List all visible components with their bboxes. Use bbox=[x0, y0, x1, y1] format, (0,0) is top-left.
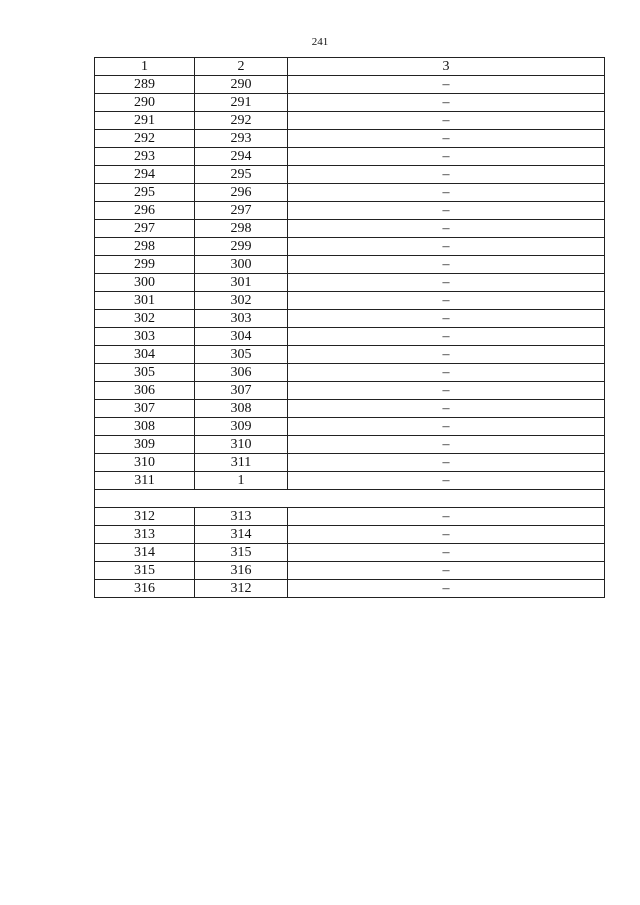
table-row bbox=[95, 544, 605, 562]
table-row bbox=[95, 202, 605, 220]
table-row bbox=[95, 184, 605, 202]
table-cell-col-2: 306 bbox=[195, 364, 288, 382]
table-cell-col-3: – bbox=[288, 526, 605, 544]
table-cell-col-2: 297 bbox=[195, 202, 288, 220]
table-cell-col-1: 1 bbox=[95, 58, 195, 76]
table-row bbox=[95, 400, 605, 418]
table-cell-col-1: 293 bbox=[95, 148, 195, 166]
table-cell-col-3: – bbox=[288, 382, 605, 400]
table-row bbox=[95, 508, 605, 526]
table-cell-col-3: – bbox=[288, 112, 605, 130]
table-row bbox=[95, 112, 605, 130]
table-row bbox=[95, 256, 605, 274]
table-cell-col-3: – bbox=[288, 328, 605, 346]
table-row bbox=[95, 346, 605, 364]
table-row bbox=[95, 76, 605, 94]
table-spacer-cell bbox=[95, 490, 605, 508]
table-cell-col-1: 297 bbox=[95, 220, 195, 238]
table-cell-col-3: – bbox=[288, 130, 605, 148]
table-row bbox=[95, 580, 605, 598]
table-cell-col-3: – bbox=[288, 202, 605, 220]
table-row bbox=[95, 328, 605, 346]
table-cell-col-1: 291 bbox=[95, 112, 195, 130]
table-cell-col-2: 293 bbox=[195, 130, 288, 148]
table-cell-col-3: – bbox=[288, 220, 605, 238]
table-cell-col-2: 2 bbox=[195, 58, 288, 76]
table-cell-col-3: – bbox=[288, 94, 605, 112]
table-cell-col-1: 316 bbox=[95, 580, 195, 598]
table-cell-col-1: 301 bbox=[95, 292, 195, 310]
table-cell-col-3: – bbox=[288, 580, 605, 598]
table-cell-col-3: – bbox=[288, 472, 605, 490]
table-row bbox=[95, 274, 605, 292]
table-cell-col-2: 314 bbox=[195, 526, 288, 544]
table-cell-col-2: 304 bbox=[195, 328, 288, 346]
table-cell-col-3: – bbox=[288, 508, 605, 526]
table-cell-col-1: 292 bbox=[95, 130, 195, 148]
table-cell-col-2: 309 bbox=[195, 418, 288, 436]
table-cell-col-3: – bbox=[288, 310, 605, 328]
table-cell-col-2: 292 bbox=[195, 112, 288, 130]
table-cell-col-2: 315 bbox=[195, 544, 288, 562]
table-cell-col-2: 299 bbox=[195, 238, 288, 256]
table-cell-col-2: 298 bbox=[195, 220, 288, 238]
table-spacer-row bbox=[95, 490, 605, 508]
table-row bbox=[95, 238, 605, 256]
table-row bbox=[95, 166, 605, 184]
table-cell-col-3: – bbox=[288, 418, 605, 436]
table-cell-col-3: – bbox=[288, 238, 605, 256]
table-row bbox=[95, 436, 605, 454]
table-cell-col-1: 305 bbox=[95, 364, 195, 382]
table-header-row bbox=[95, 58, 605, 76]
table-cell-col-2: 312 bbox=[195, 580, 288, 598]
table-cell-col-3: – bbox=[288, 274, 605, 292]
table-cell-col-2: 303 bbox=[195, 310, 288, 328]
table-cell-col-2: 291 bbox=[195, 94, 288, 112]
table-cell-col-2: 1 bbox=[195, 472, 288, 490]
table-cell-col-1: 302 bbox=[95, 310, 195, 328]
table-cell-col-1: 310 bbox=[95, 454, 195, 472]
table-cell-col-3: – bbox=[288, 148, 605, 166]
table-row bbox=[95, 94, 605, 112]
table-cell-col-1: 298 bbox=[95, 238, 195, 256]
table-cell-col-2: 316 bbox=[195, 562, 288, 580]
table-cell-col-3: – bbox=[288, 544, 605, 562]
table-cell-col-2: 296 bbox=[195, 184, 288, 202]
table-cell-col-3: – bbox=[288, 436, 605, 454]
table-cell-col-1: 306 bbox=[95, 382, 195, 400]
table-cell-col-1: 308 bbox=[95, 418, 195, 436]
table-cell-col-1: 312 bbox=[95, 508, 195, 526]
table-cell-col-3: – bbox=[288, 256, 605, 274]
table-cell-col-2: 294 bbox=[195, 148, 288, 166]
table-row bbox=[95, 364, 605, 382]
table-cell-col-1: 311 bbox=[95, 472, 195, 490]
table-cell-col-1: 309 bbox=[95, 436, 195, 454]
table-cell-col-3: – bbox=[288, 400, 605, 418]
table-row bbox=[95, 418, 605, 436]
table-row bbox=[95, 562, 605, 580]
table-cell-col-2: 311 bbox=[195, 454, 288, 472]
table-cell-col-2: 290 bbox=[195, 76, 288, 94]
table-cell-col-1: 315 bbox=[95, 562, 195, 580]
table-cell-col-3: – bbox=[288, 166, 605, 184]
table-cell-col-1: 299 bbox=[95, 256, 195, 274]
page-number: 241 bbox=[311, 36, 329, 48]
table-row bbox=[95, 472, 605, 490]
table-cell-col-1: 307 bbox=[95, 400, 195, 418]
table-row bbox=[95, 292, 605, 310]
table-cell-col-3: – bbox=[288, 184, 605, 202]
table-cell-col-1: 303 bbox=[95, 328, 195, 346]
table-cell-col-2: 295 bbox=[195, 166, 288, 184]
table-cell-col-2: 300 bbox=[195, 256, 288, 274]
table-cell-col-2: 307 bbox=[195, 382, 288, 400]
table-cell-col-3: 3 bbox=[288, 58, 605, 76]
table-cell-col-1: 304 bbox=[95, 346, 195, 364]
table-cell-col-2: 301 bbox=[195, 274, 288, 292]
table-cell-col-1: 300 bbox=[95, 274, 195, 292]
table-row bbox=[95, 148, 605, 166]
table-cell-col-2: 302 bbox=[195, 292, 288, 310]
table-cell-col-3: – bbox=[288, 292, 605, 310]
table-cell-col-3: – bbox=[288, 562, 605, 580]
table-cell-col-2: 310 bbox=[195, 436, 288, 454]
table-cell-col-1: 295 bbox=[95, 184, 195, 202]
table-cell-col-1: 289 bbox=[95, 76, 195, 94]
table-cell-col-3: – bbox=[288, 364, 605, 382]
data-table bbox=[94, 57, 605, 598]
table-cell-col-1: 314 bbox=[95, 544, 195, 562]
table-cell-col-2: 308 bbox=[195, 400, 288, 418]
table-row bbox=[95, 310, 605, 328]
table-cell-col-1: 313 bbox=[95, 526, 195, 544]
table-cell-col-1: 296 bbox=[95, 202, 195, 220]
table-cell-col-1: 294 bbox=[95, 166, 195, 184]
table-body bbox=[95, 58, 605, 598]
table-row bbox=[95, 454, 605, 472]
table-row bbox=[95, 382, 605, 400]
table-row bbox=[95, 130, 605, 148]
table-cell-col-3: – bbox=[288, 346, 605, 364]
table-cell-col-3: – bbox=[288, 76, 605, 94]
table-cell-col-2: 305 bbox=[195, 346, 288, 364]
table-row bbox=[95, 526, 605, 544]
table-cell-col-2: 313 bbox=[195, 508, 288, 526]
table-cell-col-1: 290 bbox=[95, 94, 195, 112]
table-row bbox=[95, 220, 605, 238]
table-cell-col-3: – bbox=[288, 454, 605, 472]
